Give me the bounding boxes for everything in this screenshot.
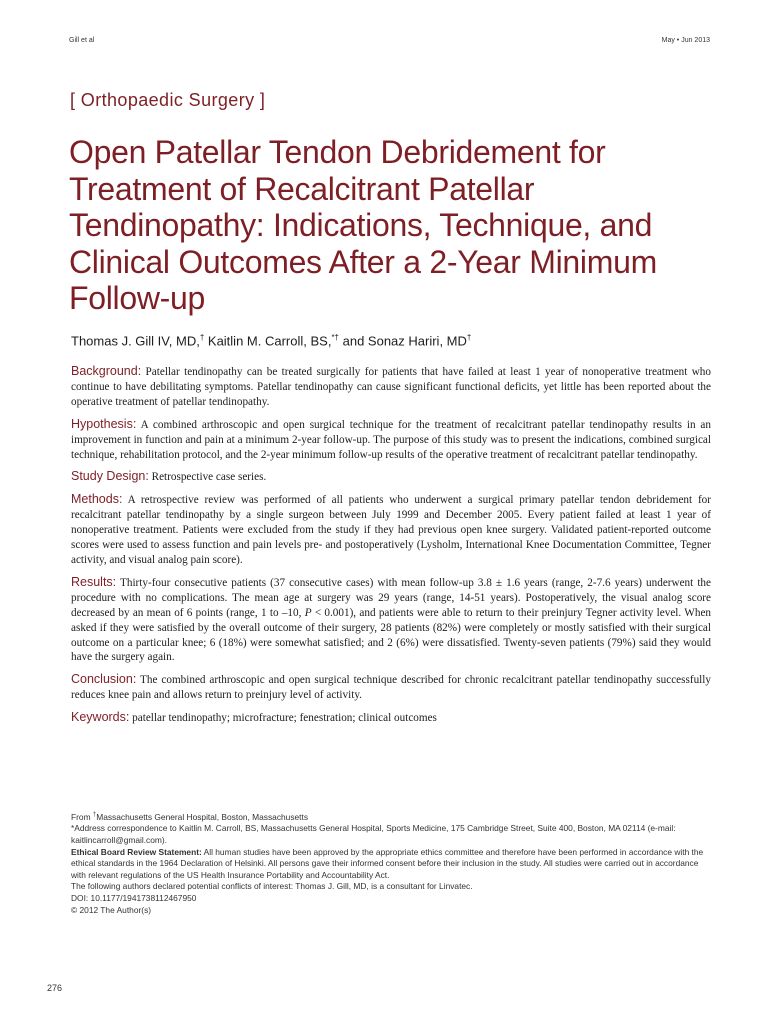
p-value-symbol: P [304,606,312,619]
abstract-hypothesis [71,417,711,463]
author-gill: Thomas J. Gill IV, MD, [71,333,200,349]
keywords-text: patellar tendinopathy; microfracture; fenestration; clinical outcomes [129,712,437,725]
background-text: Patellar tendinopathy can be treated surgically for patients that have failed at least 1 year of nonoperative treatment who continue to have debilitating symptoms. Patellar tendinopathy can cause significant functional deficits, yet little has been reported about the operative treatment of patellar tendinopathy. [71,366,711,408]
results-text-b: < 0.001), and patients were able to return to their preinjury Tegner activity level. When asked if they were satisfied by the overall outcome of their surgery, 28 patients (82%) were completely or mostly satisfied with their surgical outcome on a particular knee; 6 (18%) were somewhat satisfied; and 2 (6%) were dissatisfied. Twenty-seven patients (79%) said they would have the surgery again. [71,606,712,664]
methods-label: Methods: [71,492,123,507]
footnote-ethics [71,847,711,882]
ethics-label: Ethical Board Review Statement: [71,846,202,857]
section-label: [ Orthopaedic Surgery ] [70,90,266,110]
abstract-background [71,364,711,410]
results-text-a: Thirty-four consecutive patients (37 consecutive cases) with mean follow-up 3.8 ± 1.6 years (range, 2-7.6 years) underwent the procedure with no complications. The mean age at surgery was 29 years (range, 14-51 years). Postoperatively, the visual analog score decreased by an mean of 6 points (range, 1 to –10, [71,576,711,619]
author-carroll: Kaitlin M. Carroll, BS, [204,333,332,349]
hypothesis-label: Hypothesis: [71,416,137,431]
abstract-conclusion [71,672,711,703]
ethics-text: All human studies have been approved by the appropriate ethics committee and therefore have been performed in accordance with the ethical standards in the 1964 Declaration of Helsinki. All persons gave their informed consent before their inclusion in the study. All studies were carried out in accordance with relevant regulations of the US Health Insurance Portability and Accountability Act. [71,846,704,880]
conclusion-text: The combined arthroscopic and open surgical technique described for chronic recalcitrant patellar tendinopathy successfully reduces knee pain and allows return to preinjury level of activity. [71,674,711,702]
affiliation-from: From [71,811,93,822]
running-header-left: Gill et al [69,37,95,44]
page-number: 276 [47,983,63,993]
author-carroll-affiliation: *† [331,333,339,342]
hypothesis-text: A combined arthroscopic and open surgical technique for the treatment of recalcitrant patellar tendinopathy results in an improvement in function and pain at a minimum 2-year follow-up. The purpose of this study was to present the indications, combined surgical technique, rehabilitation protocol, and the 2-year minimum follow-up results of the operative treatment of recalcitrant patellar tendinopathy. [71,418,711,461]
abstract-methods [71,492,711,568]
abstract-results [71,575,711,665]
abstract-study-design [71,469,711,485]
footnote-address: *Address correspondence to Kaitlin M. Carroll, BS, Massachusetts General Hospital, Sports Medicine, 175 Cambridge Street, Suite 400, Boston, MA 02114 (e-mail: kaitlincarroll@gmail.com). [71,823,676,845]
footnote-doi: DOI: 10.1177/1941738112467950 [71,892,197,903]
author-list [71,333,471,348]
article-title: Open Patellar Tendon Debridement for Treatment of Recalcitrant Patellar Tendinopathy: Indications, Technique, and Clinical Outcomes After a 2-Year Minimum Follow-up [69,134,657,316]
affiliation-mark: † [92,812,97,818]
conclusion-label: Conclusion: [71,672,137,687]
author-hariri: and Sonaz Hariri, MD [339,333,467,349]
abstract-keywords [71,710,711,726]
footnote-affiliation [71,810,711,823]
footnote-conflicts: The following authors declared potential conflicts of interest: Thomas J. Gill, MD, is a consultant for Linvatec. [71,881,473,892]
study-design-text: Retrospective case series. [148,471,267,484]
affiliation-text: Massachusetts General Hospital, Boston, Massachusetts [96,811,309,822]
results-label: Results: [71,574,117,589]
background-label: Background: [71,364,142,378]
running-header-right: May • Jun 2013 [661,37,710,44]
author-hariri-affiliation: † [466,333,472,342]
footnote-copyright: © 2012 The Author(s) [71,904,152,915]
author-gill-affiliation: † [199,333,205,342]
study-design-label: Study Design: [71,469,149,484]
footnotes [71,810,711,916]
abstract [71,364,711,733]
keywords-label: Keywords: [71,710,130,725]
methods-text: A retrospective review was performed of all patients who underwent a surgical primary patellar tendon debridement for recalcitrant patellar tendinopathy by a single surgeon between July 1999 and December 2005. Every patient failed at least 1 year of nonoperative treatment. Patients were excluded from the study if they had previous open knee surgery. Validated patient-reported outcome scores were used to assess function and pain levels pre- and postoperatively (Lysholm, International Knee Documentation Committee, Tegner activity, and visual analog pain score). [71,494,711,566]
